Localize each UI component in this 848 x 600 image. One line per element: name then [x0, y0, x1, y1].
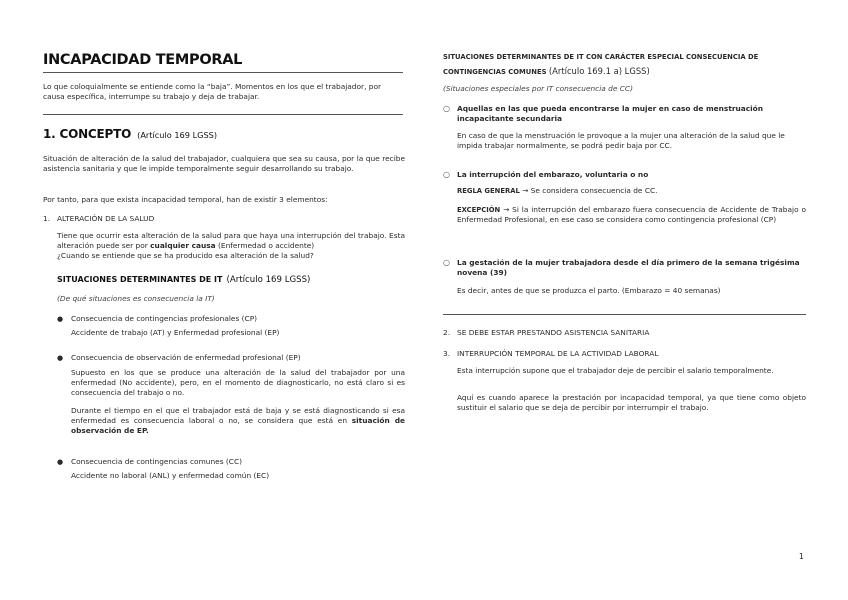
bullet-dot: ● — [57, 458, 64, 466]
bullet-2-text-1: Supuesto en los que se produce una alteración de la salud del trabajador por una enfermedad (No accidente), pero, en el momento de diagnosticarlo, no está claro si es consecuencia del trabajo o no. — [71, 368, 405, 398]
bullet-3-title: Consecuencia de contingencias comunes (CC) — [71, 457, 242, 466]
concepto-article: (Artículo 169 LGSS) — [137, 130, 218, 140]
bullet-1-title: Consecuencia de contingencias profesionales (CP) — [71, 314, 258, 323]
excepcion — [457, 205, 806, 226]
special-situations-heading — [443, 50, 806, 80]
bullet-1-text: Accidente de trabajo (AT) y Enfermedad profesional (EP) — [71, 328, 280, 337]
special-item-1-text: En caso de que la menstruación le provoque a la mujer una alteración de la salud que le impida trabajar normalmente, se podrá pedir baja por CC. — [457, 131, 785, 151]
bullet-3-text: Accidente no laboral (ANL) y enfermedad común (EC) — [71, 471, 270, 480]
bullet-dot: ● — [57, 315, 64, 323]
bullet-2-text-2-bold: situación de observación de EP. — [71, 416, 405, 436]
special-item-3-title: La gestación de la mujer trabajadora desde el día primero de la semana trigésima novena (39) — [457, 258, 800, 278]
item-3-paragraph-1: Esta interrupción supone que el trabajador deje de percibir el salario temporalmente. — [457, 366, 774, 375]
bullet-2-title: Consecuencia de observación de enfermedad profesional (EP) — [71, 353, 301, 362]
item-2-label: SE DEBE ESTAR PRESTANDO ASISTENCIA SANITARIA — [457, 328, 650, 337]
item-3-paragraph-2: Aquí es cuando aparece la prestación por incapacidad temporal, ya que tiene como objeto sustituir el salario que se deja de percibir por interrumpir el trabajo. — [457, 393, 806, 413]
regla-general-label: REGLA GENERAL — [457, 187, 520, 195]
circle-bullet: ○ — [443, 170, 450, 179]
situaciones-heading-text: SITUACIONES DETERMINANTES DE IT — [57, 275, 223, 284]
item-1-text-b: (Enfermedad o accidente) — [215, 241, 315, 251]
special-note: (Situaciones especiales por IT consecuencia de CC) — [443, 84, 633, 93]
elements-paragraph: Por tanto, para que exista incapacidad temporal, han de existir 3 elementos: — [43, 195, 328, 204]
situaciones-heading — [57, 274, 405, 287]
excepcion-text: → Si la interrupción del embarazo fuera consecuencia de Accidente de Trabajo o Enfermedad Profesional, en ese caso se considera como contingencia profesional (CP) — [457, 205, 806, 225]
situaciones-note: (De qué situaciones es consecuencia la IT) — [57, 294, 215, 303]
item-3-number: 3. — [443, 349, 451, 358]
excepcion-label: EXCEPCIÓN — [457, 206, 501, 214]
intro-paragraph: Lo que coloquialmente se entiende como la “baja”. Momentos en los que el trabajador, por causa específica, interrumpe su trabajo y deja de trabajar. — [43, 82, 382, 102]
section-rule — [443, 314, 806, 315]
definition-paragraph: Situación de alteración de la salud del trabajador, cualquiera que sea su causa, por la que recibe asistencia sanitaria y que le impide temporalmente seguir desarrollando su trabajo. — [43, 154, 405, 174]
item-2-number: 2. — [443, 328, 451, 337]
regla-general — [457, 186, 806, 196]
bullet-2-text-2a: Durante el tiempo en el que el trabajador está de baja y se está diagnosticando si esa enfermedad es consecuencia laboral o no, se considera que está en — [71, 406, 405, 426]
concepto-heading — [43, 126, 405, 143]
item-1-label: ALTERACIÓN DE LA SALUD — [57, 214, 155, 223]
special-heading-text: SITUACIONES DETERMINANTES DE IT CON CARÁCTER ESPECIAL CONSECUENCIA DE CONTINGENCIAS COMUNES — [443, 53, 759, 77]
circle-bullet: ○ — [443, 104, 450, 113]
circle-bullet: ○ — [443, 258, 450, 267]
item-1-text — [57, 231, 405, 262]
item-1-question: ¿Cuando se entiende que se ha producido esa alteración de la salud? — [57, 251, 314, 261]
regla-general-text: → Se considera consecuencia de CC. — [519, 186, 658, 195]
page-title: INCAPACIDAD TEMPORAL — [43, 52, 243, 68]
bullet-dot: ● — [57, 354, 64, 362]
situaciones-article: (Artículo 169 LGSS) — [226, 275, 311, 285]
title-rule — [43, 72, 403, 73]
bullet-2-text-2 — [71, 406, 405, 437]
special-item-2-title: La interrupción del embarazo, voluntaria o no — [457, 170, 649, 179]
item-1-text-a: Tiene que ocurrir esta alteración de la salud para que haya una interrupción del trabajo. Esta alteración puede ser por — [57, 231, 405, 251]
item-1-number: 1. — [43, 214, 51, 223]
page-number: 1 — [798, 552, 804, 561]
item-3-label: INTERRUPCIÓN TEMPORAL DE LA ACTIVIDAD LABORAL — [457, 349, 659, 358]
special-item-1-title: Aquellas en las que pueda encontrarse la mujer en caso de menstruación incapacitante secundaria — [457, 104, 764, 124]
special-item-3-text: Es decir, antes de que se produzca el parto. (Embarazo = 40 semanas) — [457, 286, 721, 295]
intro-rule — [43, 114, 403, 115]
special-article: (Artículo 169.1 a) LGSS) — [548, 66, 650, 77]
concepto-heading-text: 1. CONCEPTO — [43, 127, 132, 141]
item-1-text-bold: cualquier causa — [150, 241, 216, 251]
